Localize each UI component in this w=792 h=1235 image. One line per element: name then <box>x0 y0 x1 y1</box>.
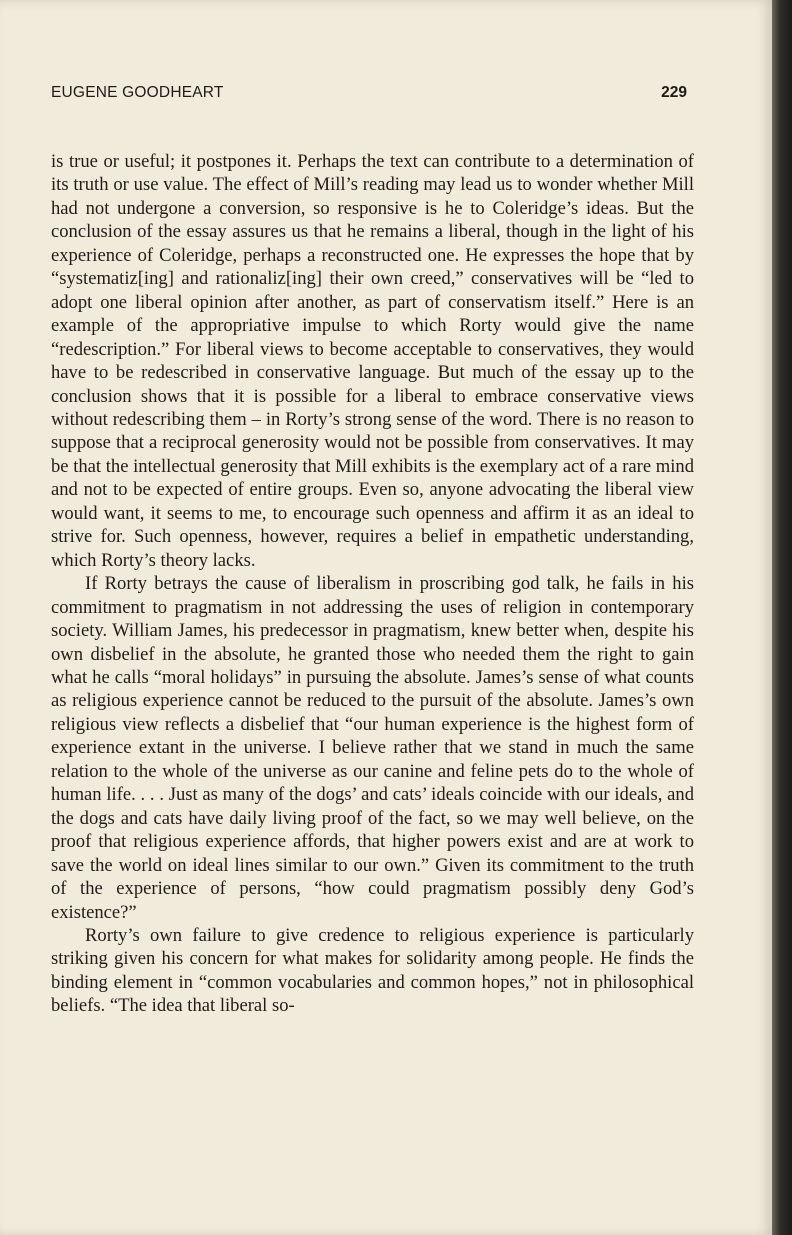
paragraph-continued: is true or useful; it postpones it. Perhaps the text can contribute to a determination of its truth or use value. The effect of Mill’s reading may lead us to wonder whether Mill had not undergone a conversion, so responsive is he to Coleridge’s ideas. But the conclusion of the essay assures us that he remains a liberal, though in the light of his experience of Coleridge, perhaps a reconstructed one. He expresses the hope that by “systematiz[ing] and rationaliz[ing] their own creed,” conservatives will be “led to adopt one liberal opinion after another, as part of conservatism itself.” Here is an example of the appropriative impulse to which Rorty would give the name “redescription.” For liberal views to become acceptable to conservatives, they would have to be redescribed in conservative language. But much of the essay up to the conclusion shows that it is possible for a liberal to embrace conservative views without redescribing them – in Rorty’s strong sense of the word. There is no reason to suppose that a reciprocal generosity would not be possible from conservatives. It may be that the intellectual generosity that Mill exhibits is the exemplary act of a rare mind and not to be expected of entire groups. Even so, anyone advocating the liberal view would want, it seems to me, to encourage such openness and affirm it as an ideal to strive for. Such openness, however, requires a belief in empathetic understanding, which Rorty’s theory lacks. <box>51 151 694 571</box>
paragraph-rorty-pragmatism: If Rorty betrays the cause of liberalism in proscribing god talk, he fails in his commitment to pragmatism in not addressing the uses of religion in contemporary society. William James, his predecessor in pragmatism, knew better when, despite his own disbelief in the absolute, he granted those who needed them the right to gain what he calls “moral holidays” in pursuing the absolute. James’s sense of what counts as religious experience cannot be reduced to the pursuit of the absolute. James’s own religious view reflects a disbelief that “our human experience is the highest form of experience extant in the universe. I believe rather that we stand in much the same relation to the whole of the universe as our canine and feline pets do to the whole of human life. . . . Just as many of the dogs’ and cats’ ideals coincide with our ideals, and the dogs and cats have daily living proof of the fact, so we may well believe, on the proof that religious experience affords, that higher powers exist and are at work to save the world on ideal lines similar to our own.” Given its commitment to the truth of the experience of persons, “how could pragmatism possibly deny God’s existence?” <box>51 573 694 923</box>
running-head-author: EUGENE GOODHEART <box>51 84 224 101</box>
body-text <box>51 150 694 1018</box>
page-number: 229 <box>661 84 687 101</box>
book-spine-edge <box>772 0 792 1235</box>
paragraph-religious-experience: Rorty’s own failure to give credence to religious experience is particularly striking given his concern for what makes for solidarity among people. He finds the binding element in “common vocabularies and common hopes,” not in philosophical beliefs. “The idea that liberal so- <box>51 924 694 1017</box>
running-head <box>51 84 687 106</box>
